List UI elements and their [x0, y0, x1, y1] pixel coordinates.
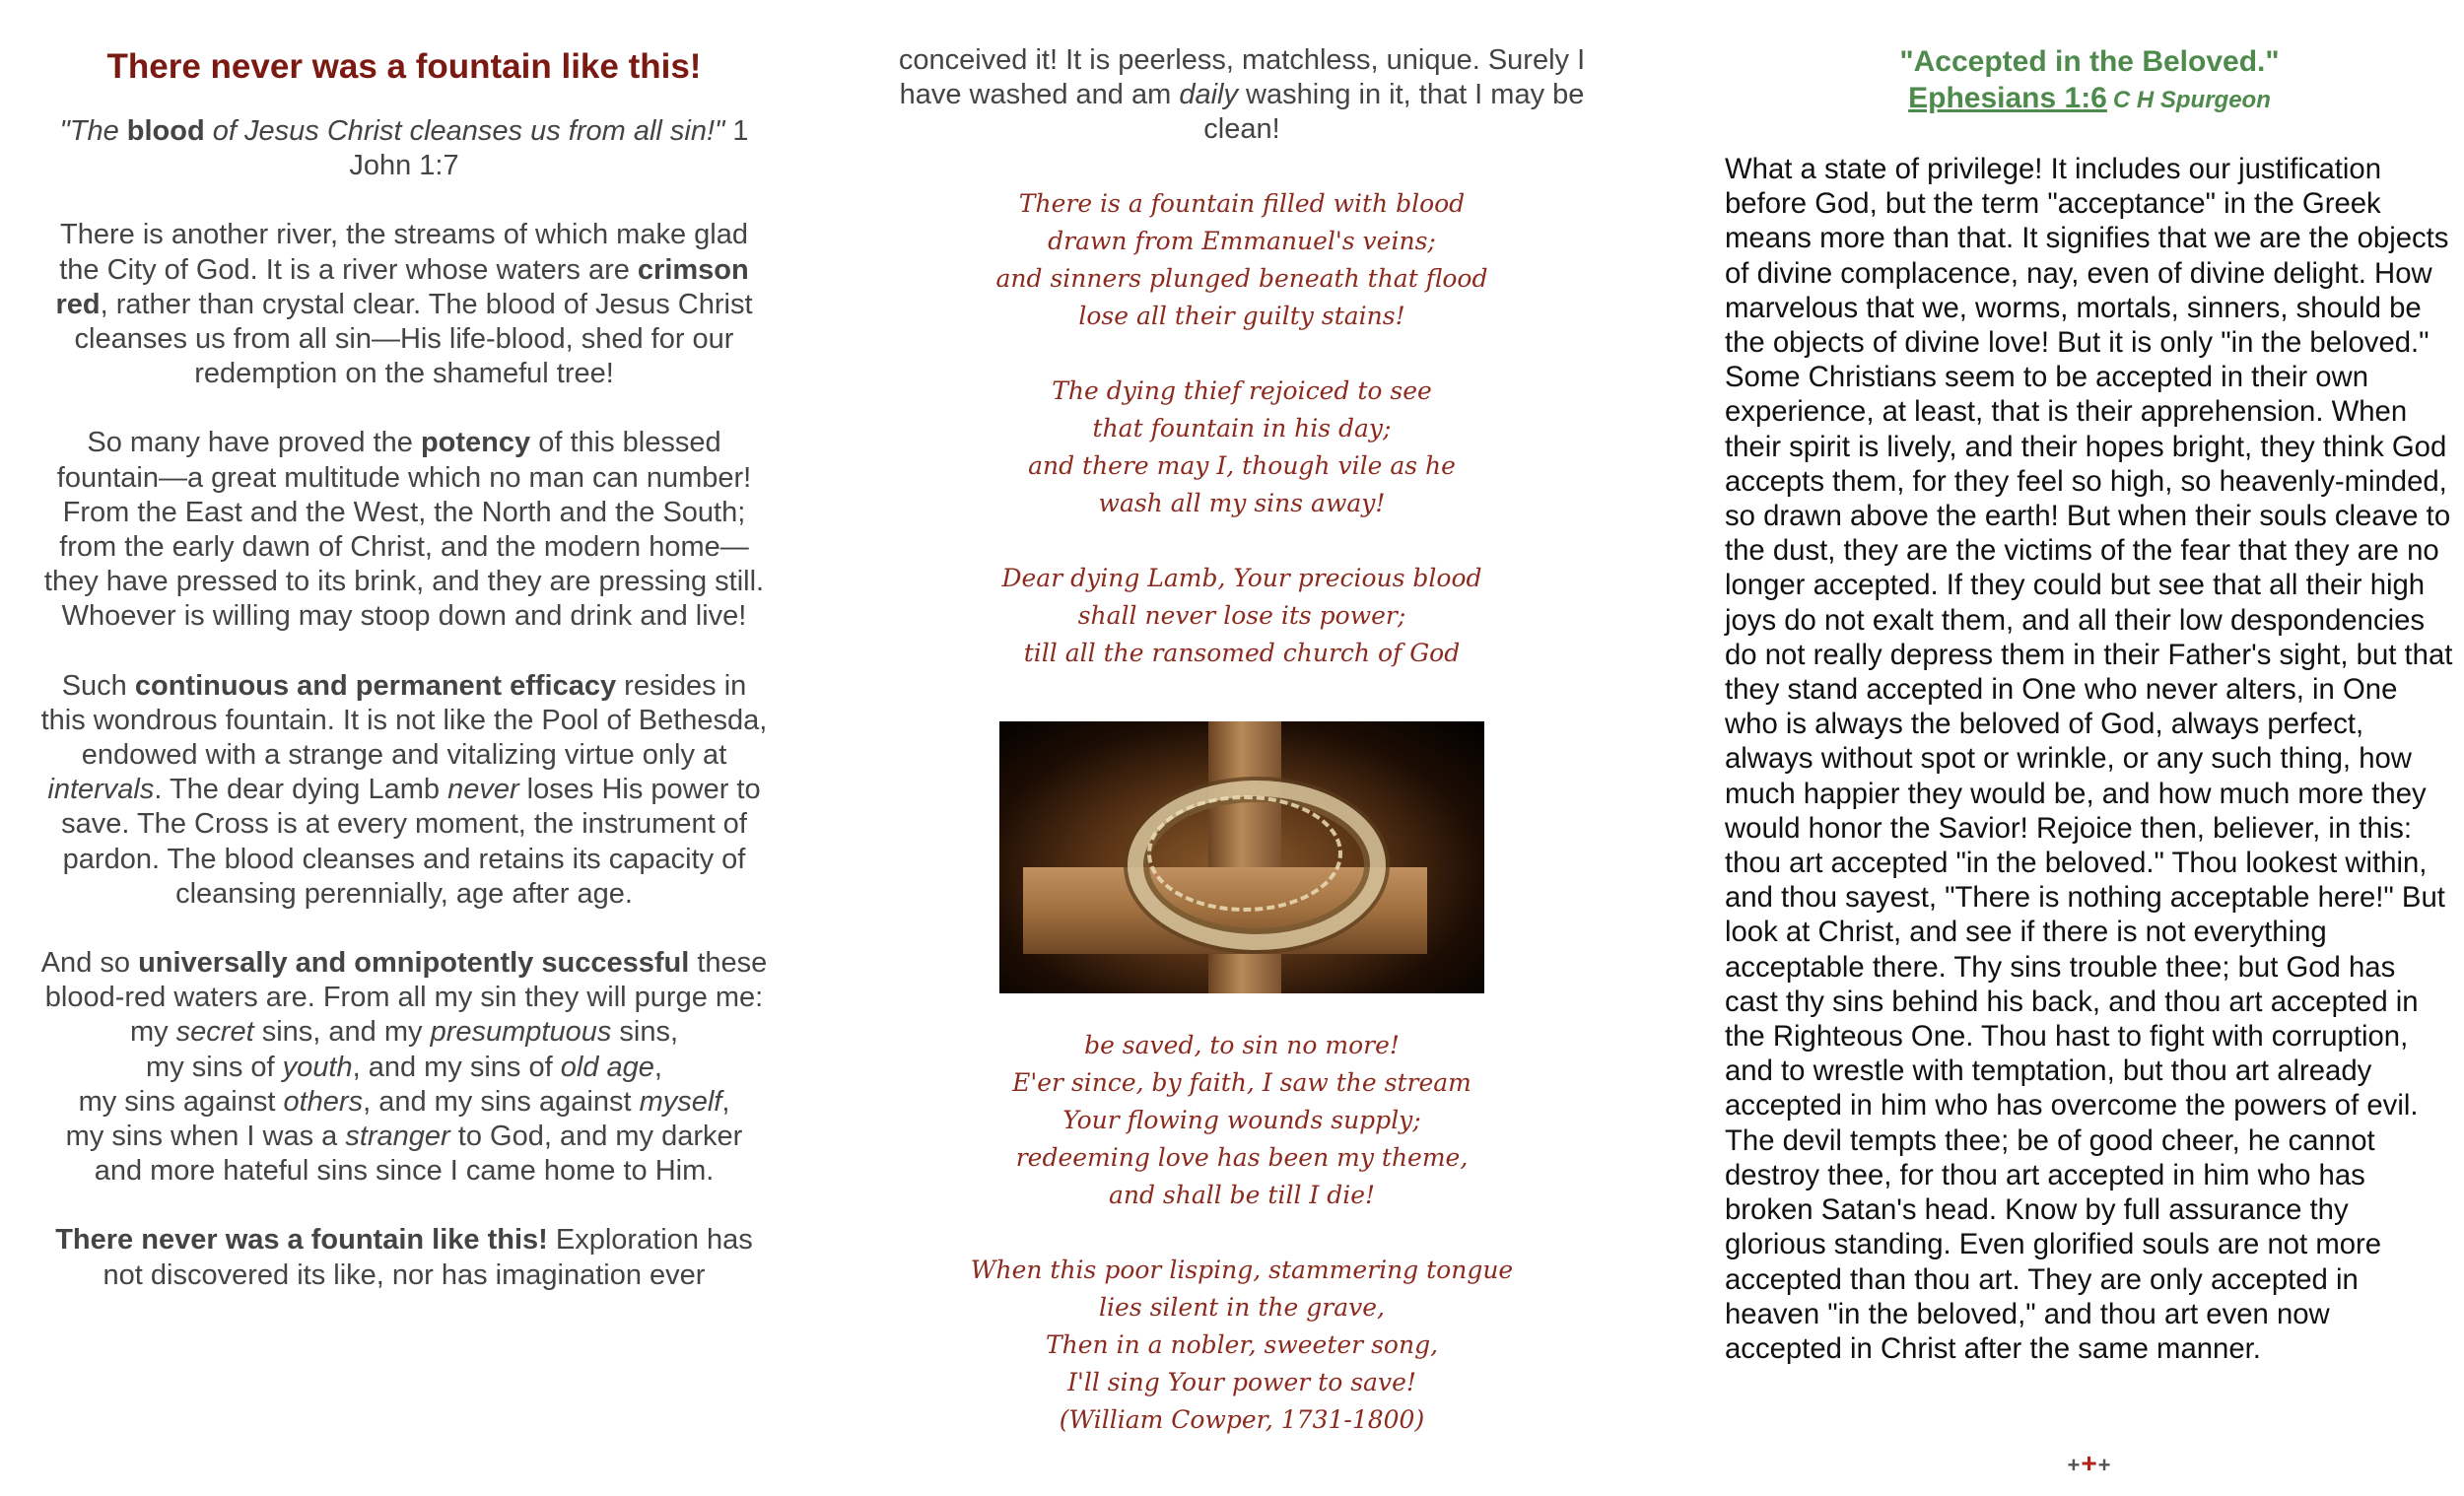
hymn-line: The dying thief rejoiced to see — [1052, 375, 1432, 405]
paragraph-4: And so universally and omnipotently successful these blood-red waters are. From all my sin they will purge me: my secret sins, and my presumptuous sins, my sins of youth, and my sins of old age, my sins against others, and my sins against myself, my sins when I was a stranger to God, and my darker and more hateful sins since I came home to Him. — [40, 947, 768, 1188]
hymn-line: There is a fountain filled with blood — [1018, 188, 1466, 218]
hymn-line: Then in a nobler, sweeter song, — [1045, 1329, 1439, 1359]
devotional-spurgeon — [1725, 43, 2454, 1478]
hymn-line: redeeming love has been my theme, — [1015, 1142, 1469, 1172]
hymn-bottom — [867, 1027, 1616, 1439]
hymn-line: till all the ransomed church of God — [1023, 638, 1461, 667]
hymn-line: and there may I, though vile as he — [1028, 450, 1456, 480]
hymn-line: be saved, to sin no more! — [1084, 1030, 1400, 1059]
hymn-line: lose all their guilty stains! — [1078, 301, 1405, 330]
hymn-line: wash all my sins away! — [1098, 488, 1386, 517]
hymn-stanza — [867, 185, 1616, 335]
hymn-line: Dear dying Lamb, Your precious blood — [1001, 563, 1482, 592]
hymn-line: and shall be till I die! — [1108, 1180, 1376, 1209]
author-name: C H Spurgeon — [2112, 87, 2271, 113]
crown-thorns-detail — [1147, 795, 1342, 912]
hymn-line: Your flowing wounds supply; — [1062, 1105, 1421, 1134]
hymn-stanza — [867, 1027, 1616, 1214]
section-separator: +++ — [2067, 1448, 2112, 1478]
hymn-line: and sinners plunged beneath that flood — [995, 263, 1488, 293]
paragraph-3: Such continuous and permanent efficacy resides in this wondrous fountain. It is not like the Pool of Bethesda, endowed with a strange and vitalizing virtue only at intervals. The dear dying Lamb never loses His power to save. The Cross is at every moment, the instrument of pardon. The blood cleanses and retains its capacity of cleansing perennially, age after age. — [40, 669, 768, 910]
hymn-top — [867, 185, 1616, 672]
hymn-stanza — [867, 1252, 1616, 1439]
hymn-line: that fountain in his day; — [1092, 413, 1392, 442]
devotional-heading — [1725, 43, 2454, 118]
continuation-paragraph: conceived it! It is peerless, matchless, unique. Surely I have washed and am daily washing in it, that I may be clean! — [898, 44, 1586, 146]
paragraph-1: There is another river, the streams of which make glad the City of God. It is a river whose waters are crimson red, rather than crystal clear. The blood of Jesus Christ cleanses us from all sin—His life-blood, shed for our redemption on the shameful tree! — [55, 219, 753, 390]
article-fountain — [39, 43, 769, 1293]
scripture-verse: "The blood of Jesus Christ cleanses us from all sin!" 1 John 1:7 — [59, 115, 749, 182]
crown-of-thorns-cross-image — [999, 721, 1484, 993]
devotional-body: What a state of privilege! It includes our justification before God, but the term "acceptance" in the Greek means more than that. It signifies that we are the objects of divine complacence, nay, even of divine delight. How marvelous that we, worms, mortals, sinners, should be the objects of divine love! But it is only "in the beloved." Some Christians seem to be accepted in their own experience, at least, that is their apprehension. When their spirit is lively, and their hopes bright, they think God accepts them, for they feel so high, so heavenly-minded, so drawn above the earth! But when their souls cleave to the dust, they are the victims of the fear that they are no longer accepted. If they could but see that all their high joys do not exalt them, and all their low despondencies do not really depress them in their Father's sight, but that they stand accepted in One who never alters, in One who is always the beloved of God, always perfect, always without spot or wrinkle, or any such thing, how much happier they would be, and how much more they would honor the Savior! Rejoice then, believer, in this: thou art accepted "in the beloved." Thou lookest within, and thou sayest, "There is nothing acceptable here!" But look at Christ, and see if there is not everything acceptable there. Thy sins trouble thee; but God has cast thy sins behind his back, and thou art accepted in the Righteous One. Thou hast to fight with corruption, and to wrestle with temptation, but thou art already accepted in him who has overcome the powers of evil. The devil tempts thee; be of good cheer, he cannot destroy thee, for thou art accepted in him who has broken Satan's head. Know by full assurance thy glorious standing. Even glorified souls are not more accepted than thou art. They are only accepted in heaven "in the beloved," and thou art even now accepted in Christ after the same manner. — [1725, 153, 2453, 1365]
cross-icon: + — [2081, 1448, 2098, 1478]
hymn-line: shall never lose its power; — [1077, 600, 1406, 630]
hymn-attribution: (William Cowper, 1731-1800) — [1059, 1404, 1425, 1434]
hymn-line: drawn from Emmanuel's veins; — [1048, 226, 1436, 255]
hymn-line: I'll sing Your power to save! — [1067, 1367, 1416, 1396]
hymn-line: lies silent in the grave, — [1099, 1292, 1385, 1322]
hymn-line: E'er since, by faith, I saw the stream — [1012, 1067, 1472, 1097]
paragraph-5: There never was a fountain like this! Exploration has not discovered its like, nor has imagination ever — [55, 1224, 753, 1291]
paragraph-2: So many have proved the potency of this blessed fountain—a great multitude which no man can number! From the East and the West, the North and the South; from the early dawn of Christ, and the modern home—they have pressed to its brink, and they are pressing still. Whoever is willing may stoop down and drink and live! — [43, 427, 765, 633]
article-continuation — [867, 43, 1616, 1439]
hymn-stanza — [867, 560, 1616, 672]
scripture-reference-link[interactable]: Ephesians 1:6 — [1908, 82, 2107, 114]
devotional-title: "Accepted in the Beloved." — [1899, 45, 2280, 78]
article-title: There never was a fountain like this! — [106, 47, 702, 86]
hymn-stanza — [867, 373, 1616, 522]
hymn-line: When this poor lisping, stammering tongue — [970, 1255, 1514, 1284]
